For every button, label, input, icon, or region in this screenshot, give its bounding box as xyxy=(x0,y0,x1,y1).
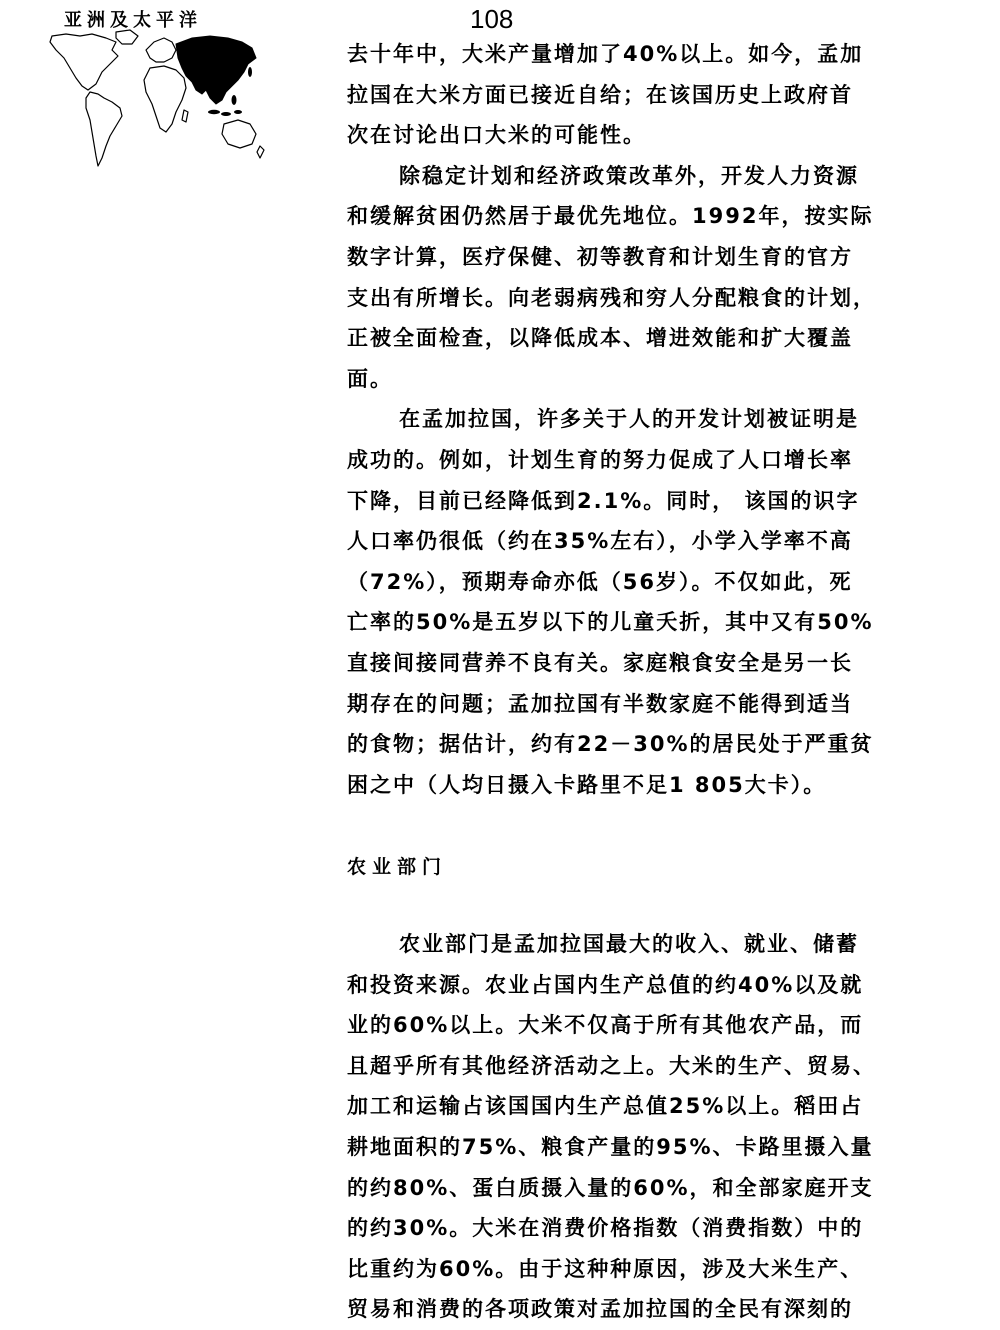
north-america-shape xyxy=(50,34,118,90)
text-line: 贸易和消费的各项政策对孟加拉国的全民有深刻的 xyxy=(347,1297,853,1322)
page-number: 108 xyxy=(470,4,514,34)
greenland-shape xyxy=(116,30,138,44)
text-line: 农业部门是孟加拉国最大的收入、就业、储蓄 xyxy=(399,932,859,956)
text-line: 的约80%、蛋白质摄入量的60%，和全部家庭开支 xyxy=(347,1175,874,1200)
section-heading: 农业部门 xyxy=(347,856,448,878)
text-line: 成功的。例如，计划生育的努力促成了人口增长率 xyxy=(347,447,853,472)
text-line: 和缓解贫困仍然居于最优先地位。1992年，按实际 xyxy=(347,204,874,229)
paragraph xyxy=(347,34,937,156)
text-line: 支出有所增长。向老弱病残和穷人分配粮食的计划， xyxy=(347,285,876,310)
paragraph xyxy=(347,924,937,1330)
island-shape xyxy=(248,67,252,77)
text-line: 和投资来源。农业占国内生产总值的约40%以及就 xyxy=(347,972,864,997)
text-line: 数字计算，医疗保健、初等教育和计划生育的官方 xyxy=(347,244,853,269)
island-shape xyxy=(232,95,237,105)
text-line: 的约30%。大米在消费价格指数（消费指数）中的 xyxy=(347,1216,864,1241)
paragraph xyxy=(347,156,937,400)
text-line: 下降，目前已经降低到2.1%。同时， 该国的识字 xyxy=(347,488,860,513)
text-line: 面。 xyxy=(347,366,393,391)
text-line: （72%），预期寿命亦低（56岁）。不仅如此，死 xyxy=(347,569,853,594)
text-line: 拉国在大米方面已接近自给；在该国历史上政府首 xyxy=(347,82,853,107)
south-america-shape xyxy=(86,92,122,166)
text-line: 耕地面积的75%、粮食产量的95%、卡路里摄入量 xyxy=(347,1134,874,1159)
island-shape xyxy=(234,110,242,114)
text-line: 且超乎所有其他经济活动之上。大米的生产、贸易、 xyxy=(347,1053,876,1078)
text-line: 期存在的问题；孟加拉国有半数家庭不能得到适当 xyxy=(347,691,853,716)
text-line: 去十年中，大米产量增加了40%以上。如今，孟加 xyxy=(347,42,864,66)
body-text-bottom xyxy=(347,924,937,1330)
africa-shape xyxy=(144,66,186,132)
island-shape xyxy=(221,112,231,116)
text-line: 人口率仍很低（约在35%左右），小学入学率不高 xyxy=(347,529,853,554)
body-text-top xyxy=(347,34,937,805)
text-line: 的食物；据估计，约有22－30%的居民处于严重贫 xyxy=(347,732,874,757)
text-line: 亡率的50%是五岁以下的儿童夭折，其中又有50% xyxy=(347,610,874,635)
paragraph xyxy=(347,399,937,805)
text-line: 直接间接同营养不良有关。家庭粮食安全是另一长 xyxy=(347,650,853,675)
new-zealand-shape xyxy=(257,146,264,158)
europe-shape xyxy=(146,38,176,62)
text-line: 次在讨论出口大米的可能性。 xyxy=(347,123,646,148)
text-line: 在孟加拉国，许多关于人的开发计划被证明是 xyxy=(399,407,859,432)
text-line: 加工和运输占该国国内生产总值25%以上。稻田占 xyxy=(347,1094,864,1119)
text-line: 业的60%以上。大米不仅高于所有其他农产品，而 xyxy=(347,1013,864,1038)
region-label: 亚洲及太平洋 xyxy=(64,10,202,31)
text-line: 困之中（人均日摄入卡路里不足1 805大卡）。 xyxy=(347,772,827,797)
text-line: 比重约为60%。由于这种种原因，涉及大米生产、 xyxy=(347,1256,864,1281)
madagascar-shape xyxy=(182,110,188,122)
world-map-icon xyxy=(46,28,268,170)
text-line: 除稳定计划和经济政策改革外，开发人力资源 xyxy=(399,163,859,188)
text-line: 正被全面检查，以降低成本、增进效能和扩大覆盖 xyxy=(347,326,853,351)
asia-highlighted-shape xyxy=(176,36,256,104)
australia-shape xyxy=(222,120,256,148)
island-shape xyxy=(208,110,220,114)
